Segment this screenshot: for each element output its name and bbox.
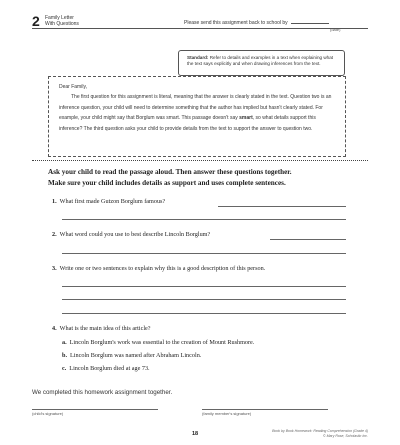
header-rule bbox=[32, 28, 368, 29]
letter-body bbox=[59, 92, 335, 134]
unit-number: 2 bbox=[32, 13, 40, 29]
answer-line[interactable] bbox=[62, 253, 346, 254]
instructions-line1: Ask your child to read the passage aloud. Then answer these questions together. bbox=[48, 168, 292, 176]
option-a-text: Lincoln Borglum's work was essential to the creation of Mount Rushmore. bbox=[69, 339, 255, 346]
credit-line1: Book by Book Homework: Reading Comprehension (Grade 4) bbox=[272, 429, 368, 433]
option-c-letter: c. bbox=[62, 365, 67, 372]
answer-line[interactable] bbox=[62, 219, 346, 220]
option-b-letter: b. bbox=[62, 352, 67, 359]
letter-greeting: Dear Family, bbox=[59, 84, 87, 90]
question-1-number: 1. bbox=[52, 198, 57, 205]
child-signature-label: (child's signature) bbox=[32, 411, 64, 416]
question-3-number: 3. bbox=[52, 265, 57, 272]
answer-line[interactable] bbox=[62, 286, 346, 287]
option-a[interactable] bbox=[62, 339, 254, 346]
standard-label: Standard: bbox=[187, 55, 209, 60]
option-a-letter: a. bbox=[62, 339, 67, 346]
unit-title-line2: With Questions bbox=[45, 21, 79, 27]
family-signature-label: (family member's signature) bbox=[202, 411, 252, 416]
option-c-text: Lincoln Borglum died at age 73. bbox=[69, 365, 150, 372]
family-signature-line[interactable] bbox=[202, 409, 328, 410]
question-2-number: 2. bbox=[52, 231, 57, 238]
question-4 bbox=[52, 325, 151, 332]
due-date-text: Please send this assignment back to school by bbox=[184, 20, 288, 26]
option-b-text: Lincoln Borglum was named after Abraham Lincoln. bbox=[70, 352, 202, 359]
question-3-text: Write one or two sentences to explain why this is a good description of this person. bbox=[59, 265, 266, 272]
standard-box bbox=[178, 50, 345, 76]
standard-text: Refer to details and examples in a text when explaining what the text says explicitly and when drawing inferences from the text. bbox=[187, 55, 334, 66]
question-4-text: What is the main idea of this article? bbox=[59, 325, 151, 332]
question-4-number: 4. bbox=[52, 325, 57, 332]
unit-title-line1: Family Letter bbox=[45, 15, 74, 21]
question-2-text: What word could you use to best describe Lincoln Borglum? bbox=[59, 231, 211, 238]
instructions-line2: Make sure your child includes details as support and uses complete sentences. bbox=[48, 179, 286, 187]
answer-line[interactable] bbox=[270, 239, 346, 240]
answer-line[interactable] bbox=[62, 299, 346, 300]
question-1 bbox=[52, 198, 165, 205]
due-date-line bbox=[291, 23, 329, 24]
letter-body-pre: The first question for this assignment is literal, meaning that the answer is clearly stated in the text. Question two is an inference question, your child will need to determine something that the author has implied but hasn't clearly stated. For example, your child might say that Borglum was smart. This passage doesn't say bbox=[59, 94, 332, 122]
question-3 bbox=[52, 265, 265, 272]
page-number: 18 bbox=[192, 431, 199, 437]
answer-line[interactable] bbox=[218, 206, 346, 207]
letter-body-bold: smart bbox=[239, 115, 253, 122]
unit-title bbox=[45, 15, 79, 27]
letter-body-post: , so what details support this inference? The third question asks your child to provide details from the text to support the answer to question two. bbox=[59, 115, 316, 132]
question-1-text: What first made Gutzon Borglum famous? bbox=[59, 198, 166, 205]
option-b[interactable] bbox=[62, 352, 201, 359]
answer-line[interactable] bbox=[62, 313, 346, 314]
question-2 bbox=[52, 231, 210, 238]
instructions bbox=[48, 167, 368, 189]
option-c[interactable] bbox=[62, 365, 150, 372]
child-signature-line[interactable] bbox=[32, 409, 158, 410]
credit-line2: © Mary Rose, Scholastic Inc. bbox=[323, 433, 368, 438]
family-letter bbox=[48, 76, 346, 157]
section-divider bbox=[32, 160, 368, 161]
credit bbox=[262, 429, 368, 438]
completion-statement: We completed this homework assignment together. bbox=[32, 389, 173, 396]
due-date-sublabel: (date) bbox=[330, 27, 341, 32]
due-date-prompt bbox=[184, 20, 329, 26]
